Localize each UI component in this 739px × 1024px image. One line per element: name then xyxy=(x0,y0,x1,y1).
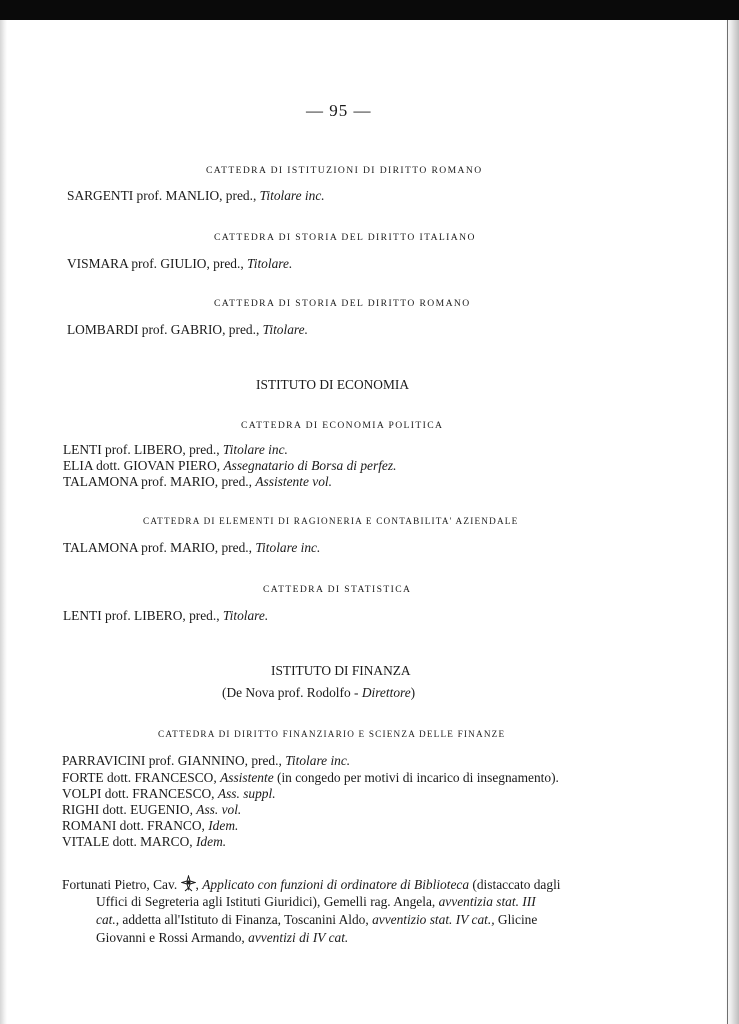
staff-name: VISMARA prof. GIULIO, pred., xyxy=(67,256,244,271)
institute-title: ISTITUTO DI FINANZA xyxy=(271,663,411,678)
staff-entry xyxy=(63,608,268,624)
staff-role: Idem. xyxy=(195,834,227,849)
staff-name: TALAMONA prof. MARIO, pred., xyxy=(63,540,252,555)
staff-note: (in congedo per motivi di incarico di insegnamento). xyxy=(277,770,559,785)
chair-heading: CATTEDRA DI STATISTICA xyxy=(263,584,412,595)
staff-entry xyxy=(63,540,320,556)
staff-name: PARRAVICINI prof. GIANNINO, pred., xyxy=(62,753,282,768)
staff-entry xyxy=(63,458,396,474)
chair-heading: CATTEDRA DI DIRITTO FINANZIARIO E SCIENZA DELLE FINANZE xyxy=(158,729,506,739)
staff-entry xyxy=(62,753,350,769)
staff-role: Titolare. xyxy=(222,608,269,623)
chair-heading: CATTEDRA DI ELEMENTI DI RAGIONERIA E CONTABILITA' AZIENDALE xyxy=(143,516,519,526)
staff-role: Titolare. xyxy=(247,256,293,271)
note-role: cat., xyxy=(96,912,120,927)
scan-left-edge xyxy=(0,20,7,1024)
institute-director xyxy=(222,685,415,701)
note-text: Fortunati Pietro, Cav. xyxy=(62,877,178,892)
staff-name: RIGHI dott. EUGENIO, xyxy=(62,802,193,817)
staff-role: Titolare inc. xyxy=(259,188,325,203)
staff-name: LENTI prof. LIBERO, pred., xyxy=(63,608,220,623)
note-text: Glicine xyxy=(494,912,538,927)
staff-entry xyxy=(63,442,288,458)
staff-role: Assistente vol. xyxy=(255,474,332,489)
staff-name: TALAMONA prof. MARIO, pred., xyxy=(63,474,252,489)
staff-entry xyxy=(67,188,325,204)
institute-title: ISTITUTO DI ECONOMIA xyxy=(256,377,409,392)
staff-entry xyxy=(67,256,292,272)
note-role: avventizio stat. IV cat., xyxy=(372,912,495,927)
staff-name: LOMBARDI prof. GABRIO, pred., xyxy=(67,322,260,337)
staff-name: SARGENTI prof. MANLIO, pred., xyxy=(67,188,257,203)
staff-entry xyxy=(62,770,559,786)
staff-entry xyxy=(62,834,226,850)
staff-entry xyxy=(62,786,276,802)
note-text: addetta all'Istituto di Finanza, Toscanini Aldo, xyxy=(119,912,373,927)
chair-heading: CATTEDRA DI STORIA DEL DIRITTO ROMANO xyxy=(214,298,471,309)
staff-role: Assegnatario di Borsa di perfez. xyxy=(223,458,397,473)
note-role: avventizi di IV cat. xyxy=(248,930,349,945)
staff-name: ELIA dott. GIOVAN PIERO, xyxy=(63,458,221,473)
chair-heading: CATTEDRA DI ECONOMIA POLITICA xyxy=(241,420,444,431)
staff-role: Titolare. xyxy=(262,322,308,337)
note-line xyxy=(96,893,536,911)
staff-role: Ass. vol. xyxy=(196,802,242,817)
staff-entry xyxy=(63,474,332,490)
note-role: Applicato con funzioni di ordinatore di Biblioteca xyxy=(202,877,470,892)
note-text: (distaccato dagli xyxy=(469,877,561,892)
staff-name: VOLPI dott. FRANCESCO, xyxy=(62,786,215,801)
director-role: Direttore xyxy=(361,685,411,700)
staff-role: Ass. suppl. xyxy=(217,786,276,801)
staff-role: Idem. xyxy=(208,818,239,833)
note-line xyxy=(62,875,561,894)
note-text: Uffici di Segreteria agli Istituti Giuridici), Gemelli rag. Angela, xyxy=(96,894,439,909)
director-close: ) xyxy=(410,685,416,700)
note-line xyxy=(96,911,537,929)
staff-entry xyxy=(62,818,238,834)
knight-cross-icon xyxy=(181,875,196,892)
director-name: (De Nova prof. Rodolfo - xyxy=(222,685,362,700)
staff-entry xyxy=(62,802,241,818)
note-text: , xyxy=(195,877,203,892)
staff-name: VITALE dott. MARCO, xyxy=(62,834,193,849)
staff-name: LENTI prof. LIBERO, pred., xyxy=(63,442,220,457)
staff-entry xyxy=(67,322,308,338)
staff-name: ROMANI dott. FRANCO, xyxy=(62,818,205,833)
staff-role: Titolare inc. xyxy=(255,540,321,555)
staff-role: Titolare inc. xyxy=(222,442,288,457)
staff-role: Titolare inc. xyxy=(285,753,351,768)
note-line xyxy=(96,929,348,947)
scan-top-border xyxy=(0,0,739,20)
page-number: — 95 — xyxy=(306,101,372,120)
chair-heading: CATTEDRA DI ISTITUZIONI DI DIRITTO ROMANO xyxy=(206,165,483,176)
page-edge-line xyxy=(727,20,728,1024)
chair-heading: CATTEDRA DI STORIA DEL DIRITTO ITALIANO xyxy=(214,232,476,243)
note-role: avventizia stat. III xyxy=(438,894,536,909)
note-text: Giovanni e Rossi Armando, xyxy=(96,930,249,945)
staff-name: FORTE dott. FRANCESCO, xyxy=(62,770,217,785)
staff-role: Assistente xyxy=(220,770,274,785)
